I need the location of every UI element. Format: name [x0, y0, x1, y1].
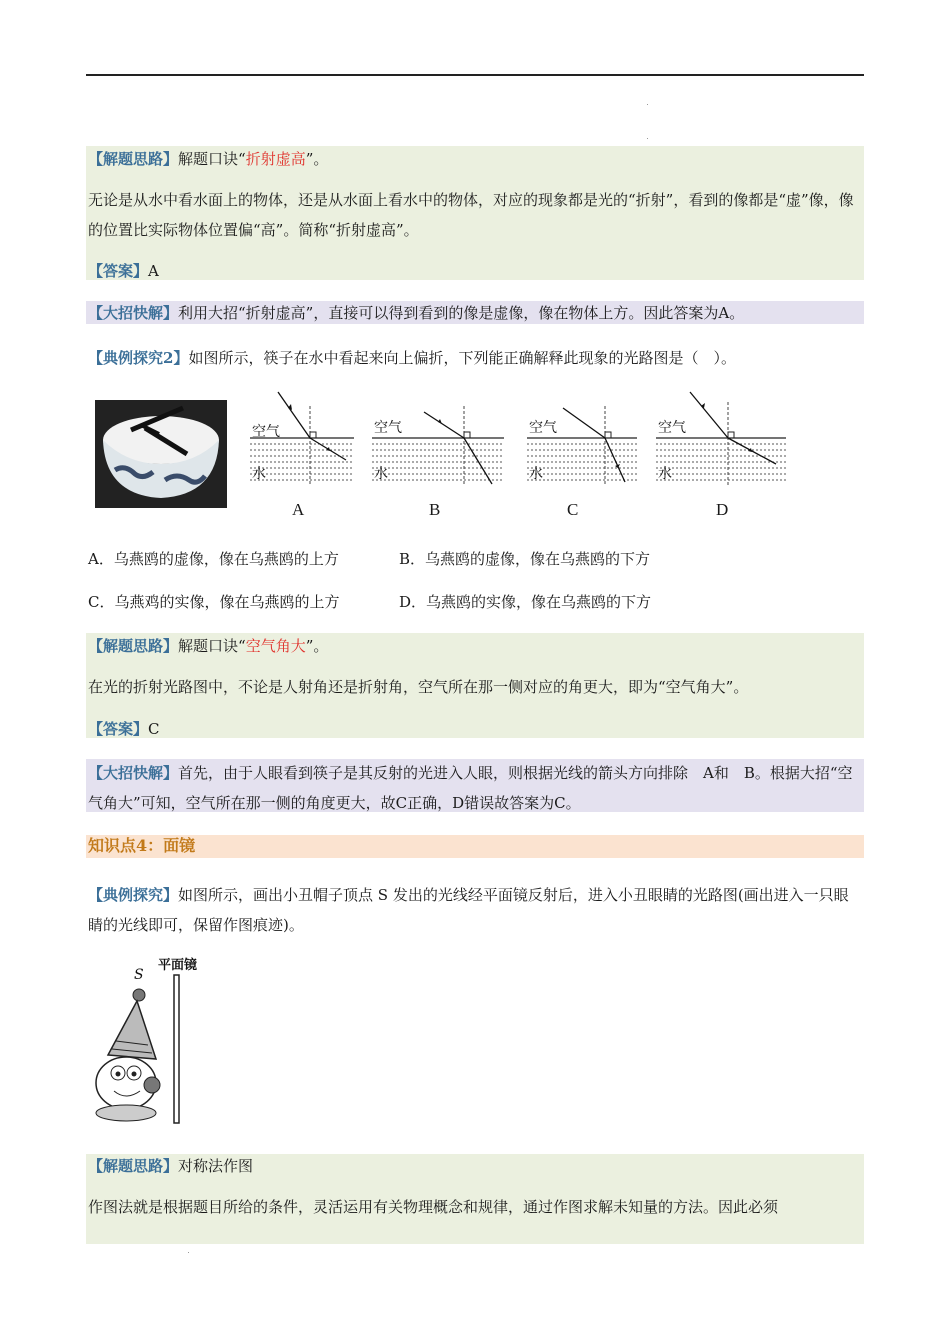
solution-line-1 [88, 149, 328, 169]
option-a[interactable]: A．乌燕鸥的虚像，像在乌燕鸥的上方 [88, 550, 339, 568]
solution-line-3 [88, 1156, 253, 1176]
solution-tag: 【解题思路】 [88, 150, 179, 168]
quick-text: 利用大招“折射虚高”，直接可以得到看到的像是虚像，像在物体上方。因此答案为A。 [178, 304, 745, 322]
water-label: 水 [252, 466, 266, 482]
clown-mirror-figure [90, 955, 215, 1130]
answer-line-1 [88, 261, 159, 281]
bowl-chopstick-photo [95, 400, 227, 508]
air-label: 空气 [529, 420, 557, 436]
paragraph-2: 在光的折射光路图中，不论是人射角还是折射角，空气所在那一侧对应的角更大，即为“空气角大”。 [88, 678, 749, 696]
light-path-diagram-d [656, 388, 788, 488]
light-path-diagram-c [527, 388, 639, 488]
option-b[interactable]: B．乌燕鸥的虚像，像在乌燕鸥的下方 [399, 550, 651, 568]
answer-line-2 [88, 719, 160, 739]
answer-tag: 【答案】 [88, 262, 149, 280]
paragraph-3: 作图法就是根据题目所给的条件，灵活运用有关物理概念和规律，通过作图求解未知量的方法。因此必须 [88, 1198, 779, 1216]
quick-tag: 【大招快解】 [88, 764, 179, 782]
point-s-label: S [134, 967, 144, 983]
air-label: 空气 [374, 420, 402, 436]
text: 解题口诀“ [178, 637, 246, 655]
example-3 [88, 880, 862, 940]
mnemonic-highlight: 折射虚高 [245, 150, 306, 168]
paragraph-1: 无论是从水中看水面上的物体，还是从水面上看水中的物体，对应的现象都是光的“折射”，看到的像都是“虚”像，像的位置比实际物体位置偏“高”。简称“折射虚高”。 [88, 191, 854, 239]
diagram-label-c: C [567, 500, 579, 519]
knowledge-point-bar [86, 835, 864, 858]
air-label: 空气 [658, 420, 686, 436]
solution-line-2 [88, 636, 328, 656]
mnemonic-highlight: 空气角大 [245, 637, 306, 655]
quick-line-2 [88, 758, 862, 818]
answer-value: C [148, 720, 160, 738]
scan-dot [647, 138, 648, 139]
scan-dot [647, 104, 648, 105]
diagram-label-a: A [292, 500, 305, 519]
solution-tag: 【解题思路】 [88, 637, 179, 655]
example-text: 如图所示，画出小丑帽子顶点 S 发出的光线经平面镜反射后，进入小丑眼睛的光路图(画出进入一只眼睛的光线即可，保留作图痕迹)。 [88, 886, 849, 934]
quick-line-1 [88, 303, 744, 323]
example-tag: 【典例探究2】 [88, 349, 189, 367]
option-c[interactable]: C．乌燕鸡的实像，像在乌燕鸥的上方 [88, 593, 340, 611]
diagram-label-d: D [716, 500, 729, 519]
example-2-line [88, 348, 736, 368]
knowledge-point-title: 知识点4：面镜 [88, 836, 196, 855]
mirror-label: 平面镜 [158, 958, 198, 973]
example-tag: 【典例探究】 [88, 886, 179, 904]
answer-value: A [148, 262, 159, 280]
option-d[interactable]: D．乌燕鸥的实像，像在乌燕鸥的下方 [399, 593, 652, 611]
quick-text: 首先，由于人眼看到筷子是其反射的光进入人眼，则根据光线的箭头方向排除 A和 B。根据大招“空气角大”可知，空气所在那一侧的角度更大，故C正确，D错误故答案为C。 [88, 764, 853, 812]
water-label: 水 [658, 466, 672, 482]
light-path-diagram-b [372, 388, 507, 488]
header-rule [86, 74, 864, 76]
text: ”。 [305, 637, 329, 655]
water-label: 水 [374, 466, 388, 482]
light-path-diagram-a [250, 388, 360, 488]
scan-dot [188, 1252, 189, 1253]
air-label: 空气 [252, 424, 280, 440]
diagram-label-b: B [429, 500, 441, 519]
solution-tag: 【解题思路】 [88, 1157, 179, 1175]
answer-tag: 【答案】 [88, 720, 149, 738]
water-label: 水 [529, 466, 543, 482]
solution-text: 对称法作图 [178, 1157, 254, 1175]
example-text: 如图所示，筷子在水中看起来向上偏折，下列能正确解释此现象的光路图是（ ）。 [188, 349, 736, 367]
text: 解题口诀“ [178, 150, 246, 168]
text: ”。 [305, 150, 329, 168]
quick-tag: 【大招快解】 [88, 304, 179, 322]
